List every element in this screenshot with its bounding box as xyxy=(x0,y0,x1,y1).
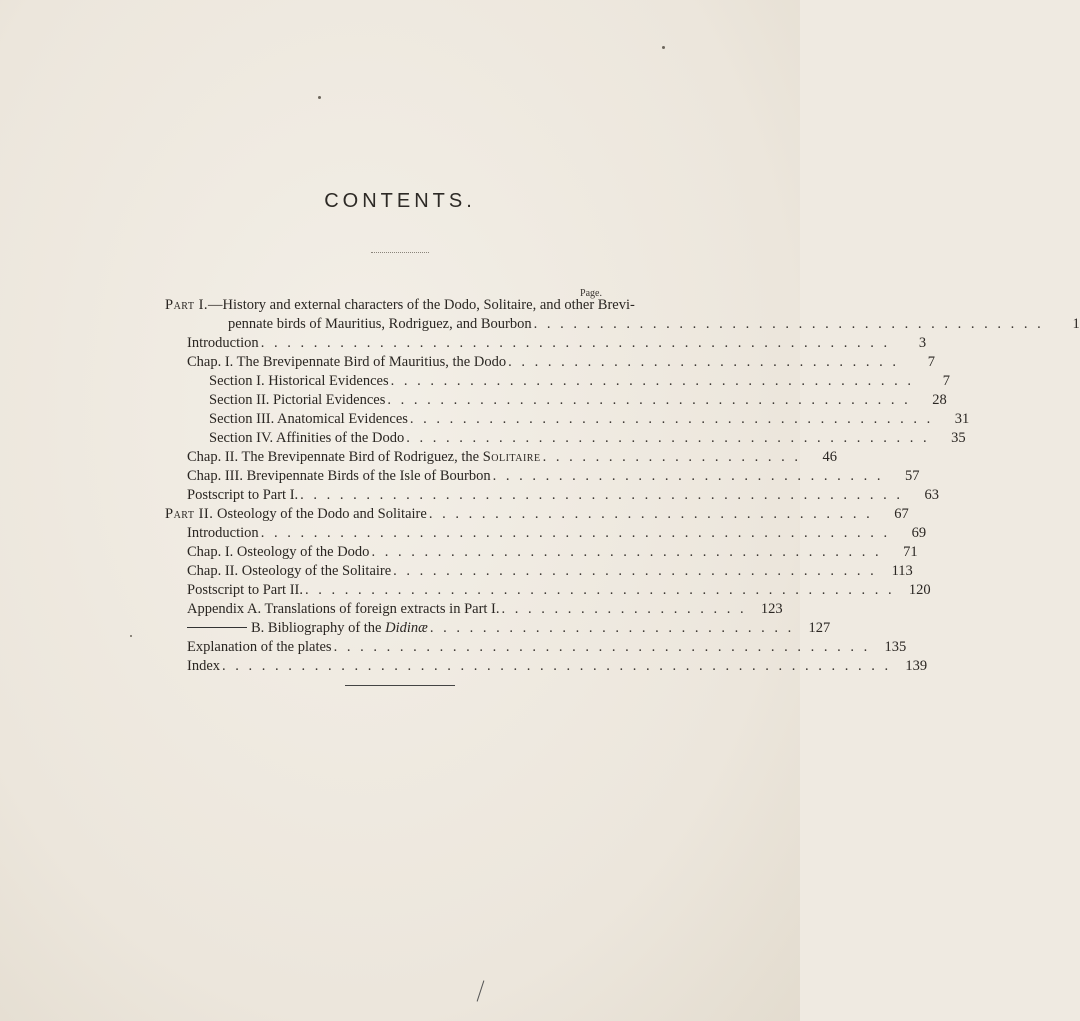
entry-text: Chap. I. The Brevipennate Bird of Mauritius, the Dodo xyxy=(187,354,507,370)
entry-text: —History and external characters of the Dodo, Solitaire, and other Brevi- xyxy=(208,297,635,313)
dot-leader: . . . . . . . . . . . . . . . . . . . . . . . . . . . . . . . . . . . . . . . . xyxy=(406,430,930,446)
page-number: 31 xyxy=(954,411,970,427)
page-number: 57 xyxy=(905,468,920,484)
entry-text: Postscript to Part II. xyxy=(187,582,303,598)
page-number: 3 xyxy=(918,335,927,351)
page-number: 71 xyxy=(903,544,918,560)
page-number: 28 xyxy=(932,392,947,408)
toc-entry xyxy=(209,391,947,410)
toc-entry xyxy=(187,619,831,638)
dot-leader: . . . . . . . . . . . . . . . . . . . . . . . . . . . . . . . . . . . . . . . . . . . . . . . . xyxy=(260,525,891,541)
dot-leader: . . . . . . . . . . . . . . . . . . . xyxy=(501,601,747,617)
entry-text: Osteology of the Dodo and Solitaire xyxy=(217,506,427,522)
dot-leader: . . . . . . . . . . . . . . . . . . . . . . . . . . . . . . . . . . . . . . . . . xyxy=(333,639,871,655)
toc-entry xyxy=(187,562,913,581)
page-number: 67 xyxy=(894,506,909,522)
closing-rule xyxy=(345,685,455,686)
pencil-mark xyxy=(477,980,485,1001)
page-number: 113 xyxy=(891,563,913,579)
entry-text: Section III. Anatomical Evidences xyxy=(209,411,408,427)
dot-leader: . . . . . . . . . . . . . . . . . . . . . . . . . . . . . . . . . . . . . . . . xyxy=(387,392,911,408)
paper-speck xyxy=(662,46,665,49)
title-ornament-rule xyxy=(371,252,429,253)
toc-entry-part-1-heading xyxy=(165,296,635,315)
page-number: 63 xyxy=(924,487,940,503)
dot-leader: . . . . . . . . . . . . . . . . . . . . . . . . . . . . xyxy=(429,620,795,636)
entry-text: Section IV. Affinities of the Dodo xyxy=(209,430,405,446)
dot-leader: . . . . . . . . . . . . . . . . . . . . . . . . . . . . . . . . . . . . . . . . . . . . . . . . xyxy=(260,335,891,351)
dot-leader: . . . . . . . . . . . . . . . . . . . . . . . . . . . . . . . . . . . . . . . . . . . . . xyxy=(305,582,895,598)
entry-text: Section I. Historical Evidences xyxy=(209,373,389,389)
dot-leader: . . . . . . . . . . . . . . . . . . . . . . . . . . . . . . . . . . . . . . . . . . . . . . . . . . . xyxy=(222,658,892,674)
entry-text: Appendix A. Translations of foreign extracts in Part I. xyxy=(187,601,500,617)
entry-text-italic: Didinæ xyxy=(385,620,428,636)
entry-text: Introduction xyxy=(187,335,259,351)
page-number: 1 xyxy=(1072,316,1080,332)
dot-leader: . . . . . . . . . . . . . . . . . . . . . . . . . . . . . . . . . . . . . . . . . . . . . . xyxy=(300,487,904,503)
entry-text: B. Bibliography of the xyxy=(251,620,382,636)
dot-leader: . . . . . . . . . . . . . . . . . . . . . . . . . . . . . . xyxy=(492,468,884,484)
dot-leader: . . . . . . . . . . . . . . . . . . . . . . . . . . . . . . . . . . . . . . . . xyxy=(390,373,914,389)
page-number: 120 xyxy=(908,582,931,598)
dot-leader: . . . . . . . . . . . . . . . . . . . . . . . . . . . . . . xyxy=(508,354,899,370)
page-column-heading: Page. xyxy=(580,288,602,299)
page-number: 69 xyxy=(911,525,927,541)
page-number: 135 xyxy=(884,639,907,655)
page-title: CONTENTS. xyxy=(324,190,476,212)
page-number: 7 xyxy=(942,373,950,389)
toc-entry xyxy=(187,334,927,353)
part-label: Part I. xyxy=(165,297,209,313)
toc-entry xyxy=(187,543,918,562)
entry-text: Index xyxy=(187,658,221,674)
toc-entry xyxy=(187,581,931,600)
entry-text: Chap. I. Osteology of the Dodo xyxy=(187,544,370,560)
entry-text: Chap. II. The Brevipennate Bird of Rodriguez, the xyxy=(187,449,480,465)
page-number: 123 xyxy=(760,601,783,617)
toc-entry xyxy=(228,315,1080,334)
entry-text: Explanation of the plates xyxy=(187,639,332,655)
paper-speck xyxy=(318,96,321,99)
entry-text: Section II. Pictorial Evidences xyxy=(209,392,386,408)
page-number: 46 xyxy=(822,449,837,465)
toc-entry xyxy=(187,467,920,486)
entry-text: Postscript to Part I. xyxy=(187,487,299,503)
dot-leader: . . . . . . . . . . . . . . . . . . . . . . . . . . . . . . . . . . . . . . . xyxy=(533,316,1044,332)
toc-entry xyxy=(187,486,940,505)
toc-entry xyxy=(187,638,907,657)
entry-text: Chap. III. Brevipennate Birds of the Isle of Bourbon xyxy=(187,468,491,484)
toc-entry xyxy=(187,657,928,676)
part-label: Part II. xyxy=(165,506,214,522)
toc-entry xyxy=(187,600,783,619)
paper-speck xyxy=(130,635,132,637)
toc-entry-part-2 xyxy=(165,505,909,524)
toc-entry xyxy=(187,353,935,372)
page-number: 139 xyxy=(905,658,928,674)
dot-leader: . . . . . . . . . . . . . . . . . . . . . . . . . . . . . . . . . . . . . . . xyxy=(371,544,882,560)
dot-leader: . . . . . . . . . . . . . . . . . . . . xyxy=(542,449,801,465)
toc-entry xyxy=(209,429,966,448)
dot-leader: . . . . . . . . . . . . . . . . . . . . . . . . . . . . . . . . . . . . . . . . xyxy=(409,411,934,427)
toc-entry xyxy=(187,524,927,543)
toc-entry xyxy=(209,410,970,429)
page-number: 7 xyxy=(927,354,935,370)
entry-text: Introduction xyxy=(187,525,259,541)
ditto-dash xyxy=(187,627,247,628)
entry-text-smallcaps: Solitaire xyxy=(482,449,541,465)
dot-leader: . . . . . . . . . . . . . . . . . . . . . . . . . . . . . . . . . . . . . xyxy=(393,563,877,579)
page-number: 127 xyxy=(808,620,831,636)
entry-text: pennate birds of Mauritius, Rodriguez, and Bourbon xyxy=(228,316,532,332)
dot-leader: . . . . . . . . . . . . . . . . . . . . . . . . . . . . . . . . . . xyxy=(428,506,873,522)
entry-text: Chap. II. Osteology of the Solitaire xyxy=(187,563,392,579)
page-number: 35 xyxy=(951,430,966,446)
toc-entry xyxy=(209,372,950,391)
toc-entry xyxy=(187,448,837,467)
